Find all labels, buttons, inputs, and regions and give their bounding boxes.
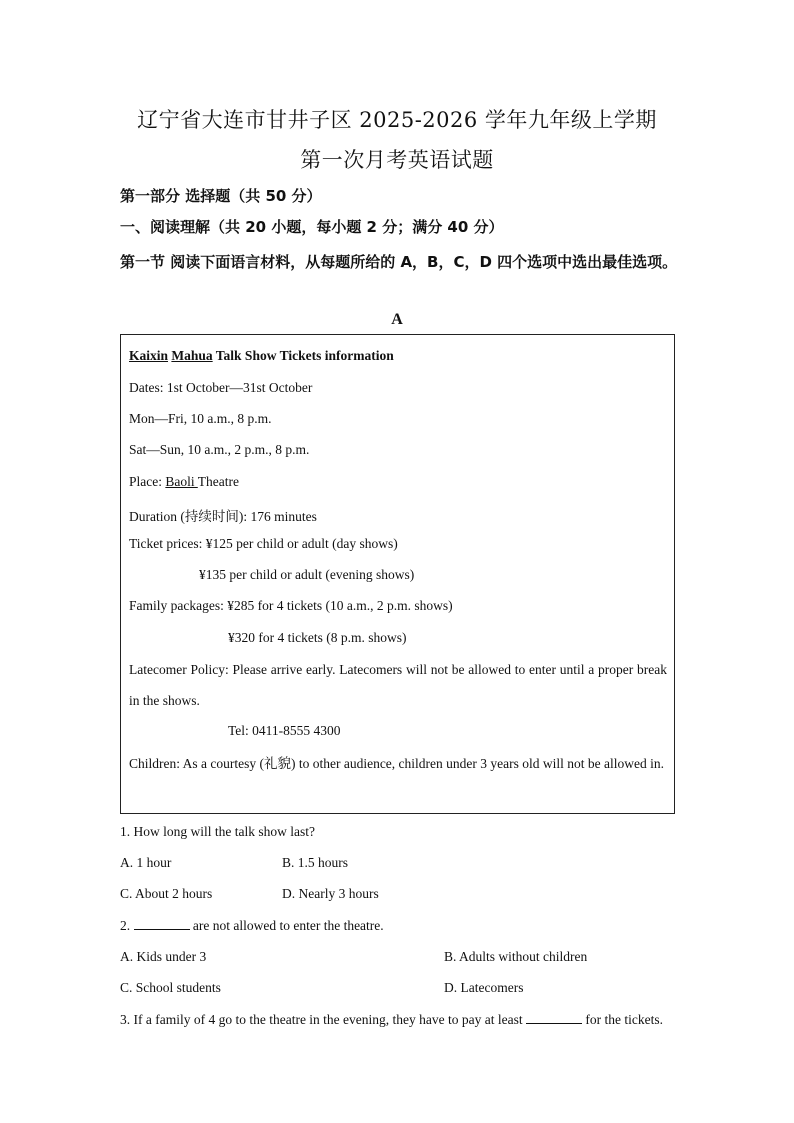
question-2-stem [120,917,384,934]
heading-word-mahua: Mahua [171,348,213,363]
question-2-number: 2. [120,918,134,933]
weekday-times: Mon—Fri, 10 a.m., 8 p.m. [129,411,272,426]
ticket-info-heading [129,348,394,364]
question-2-option-c: C. School students [120,980,221,995]
family-package-day: Family packages: ¥285 for 4 tickets (10 a.m., 2 p.m. shows) [129,598,453,613]
question-3-text-before: 3. If a family of 4 go to the theatre in the evening, they have to pay at least [120,1012,526,1027]
place-prefix: Place: [129,474,166,489]
question-1-option-a: A. 1 hour [120,855,172,870]
question-2-option-b: B. Adults without children [444,949,588,964]
question-2-option-d: D. Latecomers [444,980,524,995]
document-title-line-2: 第一次月考英语试题 [300,148,494,172]
answer-blank [526,1011,582,1024]
section-heading: 一、阅读理解（共 20 小题，每小题 2 分；满分 40 分） [120,218,504,236]
duration-line: Duration (持续时间): 176 minutes [129,509,317,524]
question-1-stem: 1. How long will the talk show last? [120,824,315,839]
weekend-times: Sat—Sun, 10 a.m., 2 p.m., 8 p.m. [129,442,310,457]
heading-rest: Talk Show Tickets information [212,348,394,363]
children-policy: Children: As a courtesy (礼貌) to other audience, children under 3 years old will not be allowed in. [129,756,664,771]
question-3-text-after: for the tickets. [582,1012,663,1027]
answer-blank [134,917,190,930]
question-2-option-a: A. Kids under 3 [120,949,207,964]
part-heading: 第一部分 选择题（共 50 分） [120,187,322,205]
price-day: Ticket prices: ¥125 per child or adult (day shows) [129,536,398,551]
instruction-text: 第一节 阅读下面语言材料，从每题所给的 A，B，C，D 四个选项中选出最佳选项。 [120,253,678,271]
question-1-option-c: C. About 2 hours [120,886,213,901]
passage-label: A [391,311,403,328]
question-3-stem [120,1011,663,1028]
family-package-evening: ¥320 for 4 tickets (8 p.m. shows) [228,630,407,645]
place-suffix: Theatre [197,474,239,489]
heading-word-kaixin: Kaixin [129,348,169,363]
ticket-info-box [120,334,675,814]
latecomer-policy: Latecomer Policy: Please arrive early. Latecomers will not be allowed to enter until a proper break in the shows. [129,662,667,708]
price-evening: ¥135 per child or adult (evening shows) [199,567,415,582]
document-title-line-1: 辽宁省大连市甘井子区 2025-2026 学年九年级上学期 [137,108,657,132]
question-1-option-d: D. Nearly 3 hours [282,886,379,901]
question-2-text: are not allowed to enter the theatre. [189,918,384,933]
question-1-option-b: B. 1.5 hours [282,855,349,870]
dates-line: Dates: 1st October—31st October [129,380,313,395]
place-line [129,474,239,490]
telephone: Tel: 0411-8555 4300 [228,723,341,738]
place-name: Baoli [165,474,198,489]
